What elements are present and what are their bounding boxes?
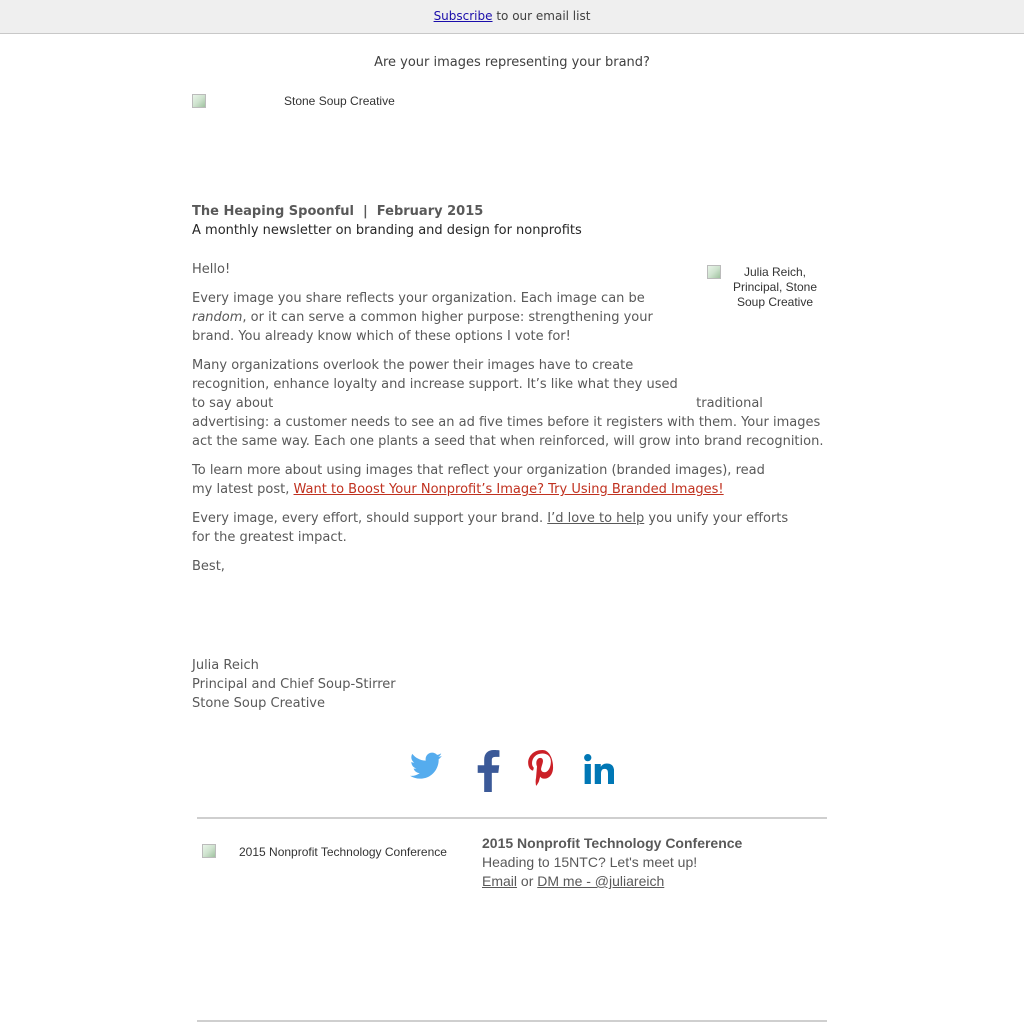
preheader-tagline: Are your images representing your brand?	[374, 55, 650, 70]
conference-image-alt: 2015 Nonprofit Technology Conference	[239, 845, 447, 859]
conference-title: 2015 Nonprofit Technology Conference	[482, 835, 743, 851]
newsletter-subtitle: A monthly newsletter on branding and design for nonprofits	[192, 223, 582, 238]
pinterest-icon[interactable]	[528, 750, 556, 786]
newsletter-body	[192, 260, 832, 586]
signature-role: Principal and Chief Soup-Stirrer	[192, 677, 396, 692]
logo-alt-text: Stone Soup Creative	[284, 94, 395, 108]
conference-meetup-line: Heading to 15NTC? Let's meet up!	[482, 854, 698, 870]
newsletter-masthead	[192, 203, 832, 241]
paragraph-1: Every image you share reflects your organization. Each image can be random, or it can serve a common higher purpose: strengthening your brand. You already know which of these options I vote for!	[192, 291, 653, 344]
section-divider-top	[197, 817, 827, 819]
subscribe-link[interactable]: Subscribe	[433, 9, 493, 23]
logo-image	[192, 94, 412, 108]
social-icons	[400, 745, 630, 795]
conference-image	[202, 844, 462, 858]
linkedin-icon[interactable]	[584, 754, 614, 784]
broken-image-icon	[202, 844, 216, 858]
paragraph-2: Many organizations overlook the power their images have to create recognition, enhance loyalty and increase support. It’s like what they used to say about traditional advertising: a customer needs to see an ad five times before it registers with them. Your images act the same way. Each one plants a seed that when reinforced, will grow into brand recognition.	[192, 358, 824, 449]
newsletter-title: The Heaping Spoonful | February 2015	[192, 204, 484, 219]
signature-block	[192, 656, 396, 713]
facebook-icon[interactable]	[476, 750, 500, 792]
paragraph-3: To learn more about using images that reflect your organization (branded images), read my latest post, Want to Boost Your Nonprofit’s Image? Try Using Branded Images!	[192, 463, 765, 497]
blog-post-link[interactable]: Want to Boost Your Nonprofit’s Image? Try Using Branded Images!	[293, 482, 724, 497]
portrait-alt-text: Julia Reich, Principal, Stone Soup Creative	[732, 265, 818, 309]
subscribe-bar	[0, 0, 1024, 34]
twitter-dm-link[interactable]: DM me - @juliareich	[537, 873, 665, 889]
greeting: Hello!	[192, 262, 231, 277]
conference-contact-line: Email or DM me - @juliareich	[482, 873, 665, 889]
signature-org: Stone Soup Creative	[192, 696, 326, 711]
twitter-icon[interactable]	[410, 752, 442, 780]
broken-image-icon	[192, 94, 206, 108]
section-divider-bottom	[197, 1020, 827, 1022]
conference-info	[482, 834, 742, 891]
signature-name: Julia Reich	[192, 658, 259, 673]
emphasis-random: random	[192, 310, 243, 325]
paragraph-4: Every image, every effort, should support your brand. I’d love to help you unify your efforts for the greatest impact.	[192, 511, 789, 545]
email-link[interactable]: Email	[482, 873, 518, 889]
help-link[interactable]: I’d love to help	[547, 511, 645, 526]
subscribe-bar-text: to our email list	[492, 9, 591, 23]
closing: Best,	[192, 559, 225, 574]
